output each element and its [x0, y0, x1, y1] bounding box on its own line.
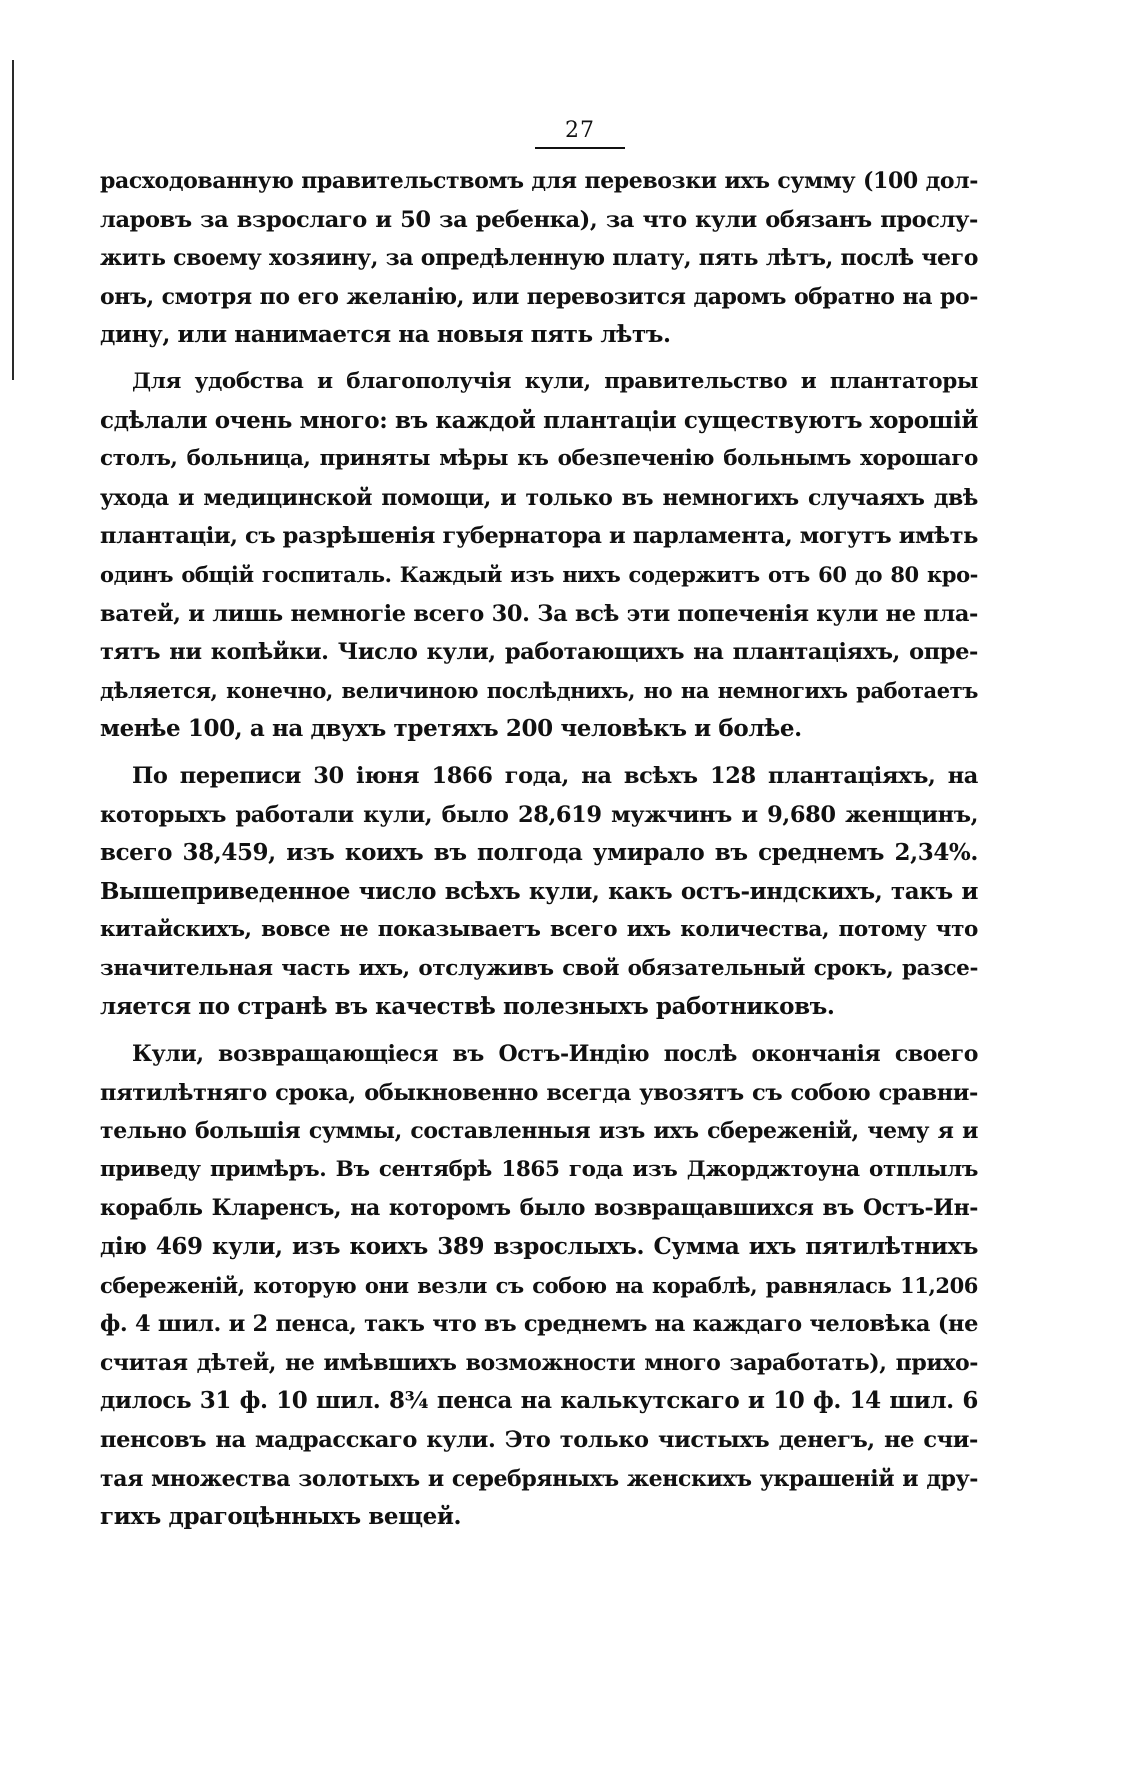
text-line: ларовъ за взрослаго и 50 за ребенка), за что кули обязанъ прослу- — [100, 206, 978, 233]
paragraph — [100, 757, 978, 1027]
text-line: дилось 31 ф. 10 шил. 8¾ пенса на калькутскаго и 10 ф. 14 шил. 6 — [100, 1387, 978, 1415]
text-line: тельно большія суммы, составленныя изъ ихъ сбереженій, чему я и — [100, 1118, 978, 1145]
text-line: плантаціи, съ разрѣшенія губернатора и парламента, могутъ имѣть — [100, 523, 978, 550]
text-line: корабль Кларенсъ, на которомъ было возвращавшихся въ Остъ-Ин- — [100, 1195, 978, 1222]
text-line: считая дѣтей, не имѣвшихъ возможности много заработать), прихо- — [100, 1349, 978, 1376]
text-line: столъ, больница, приняты мѣры къ обезпеченію больнымъ хорошаго — [100, 446, 978, 472]
text-line: дѣляется, конечно, величиною послѣднихъ, но на немногихъ работаетъ — [100, 677, 978, 703]
page-header — [0, 118, 1140, 149]
text-line: тятъ ни копѣйки. Число кули, работающихъ на плантаціяхъ, опре- — [100, 639, 978, 666]
text-line: менѣе 100, а на двухъ третяхъ 200 человѣкъ и болѣе. — [100, 715, 802, 743]
text-line: гихъ драгоцѣнныхъ вещей. — [100, 1503, 462, 1531]
text-line: жить своему хозяину, за опредѣленную плату, пять лѣтъ, послѣ чего — [100, 245, 978, 272]
paragraph — [100, 162, 978, 355]
text-line: расходованную правительствомъ для перевозки ихъ сумму (100 дол- — [100, 168, 978, 194]
text-line: Вышеприведенное число всѣхъ кули, какъ остъ-индскихъ, такъ и — [100, 877, 978, 905]
text-line: приведу примѣръ. Въ сентябрѣ 1865 года изъ Джорджтоуна отплылъ — [100, 1156, 978, 1182]
text-line: Кули, возвращающіеся въ Остъ-Индію послѣ окончанія своего — [132, 1041, 978, 1068]
text-line: всего 38,459, изъ коихъ въ полгода умирало въ среднемъ 2,34%. — [100, 839, 978, 867]
text-line: Для удобства и благополучія кули, правительство и плантаторы — [132, 368, 978, 394]
text-line: одинъ общій госпиталь. Каждый изъ нихъ содержитъ отъ 60 до 80 кро- — [100, 561, 978, 587]
page-number: 27 — [535, 118, 625, 149]
text-line: По переписи 30 іюня 1866 года, на всѣхъ 128 плантаціяхъ, на — [132, 762, 978, 789]
text-line: онъ, смотря по его желанію, или перевозится даромъ обратно на ро- — [100, 283, 978, 310]
text-line: китайскихъ, вовсе не показываетъ всего ихъ количества, потому что — [100, 917, 978, 943]
text-line: сдѣлали очень много: въ каждой плантаціи существуютъ хорошій — [100, 406, 978, 434]
text-line: ляется по странѣ въ качествѣ полезныхъ работниковъ. — [100, 993, 835, 1021]
text-line: ватей, и лишь немногіе всего 30. За всѣ эти попеченія кули не пла- — [100, 600, 978, 627]
body-text — [100, 162, 978, 1545]
paragraph — [100, 363, 978, 749]
binding-edge-rule — [12, 60, 14, 380]
text-line: тая множества золотыхъ и серебряныхъ женскихъ украшеній и дру- — [100, 1465, 978, 1492]
text-line: сбереженій, которую они везли съ собою на кораблѣ, равнялась 11,206 — [100, 1272, 978, 1298]
text-line: дію 469 кули, изъ коихъ 389 взрослыхъ. Сумма ихъ пятилѣтнихъ — [100, 1233, 978, 1261]
text-line: пенсовъ на мадрасскаго кули. Это только чистыхъ денегъ, не счи- — [100, 1427, 978, 1453]
text-line: значительная часть ихъ, отслуживъ свой обязательный срокъ, разсе- — [100, 955, 978, 981]
paragraph — [100, 1035, 978, 1537]
text-line: ф. 4 шил. и 2 пенса, такъ что въ среднемъ на каждаго человѣка (не — [100, 1311, 978, 1338]
text-line: которыхъ работали кули, было 28,619 мужчинъ и 9,680 женщинъ, — [100, 801, 978, 828]
text-line: пятилѣтняго срока, обыкновенно всегда увозятъ съ собою сравни- — [100, 1079, 978, 1106]
text-line: дину, или нанимается на новыя пять лѣтъ. — [100, 321, 671, 349]
text-line: ухода и медицинской помощи, и только въ немногихъ случаяхъ двѣ — [100, 484, 978, 511]
